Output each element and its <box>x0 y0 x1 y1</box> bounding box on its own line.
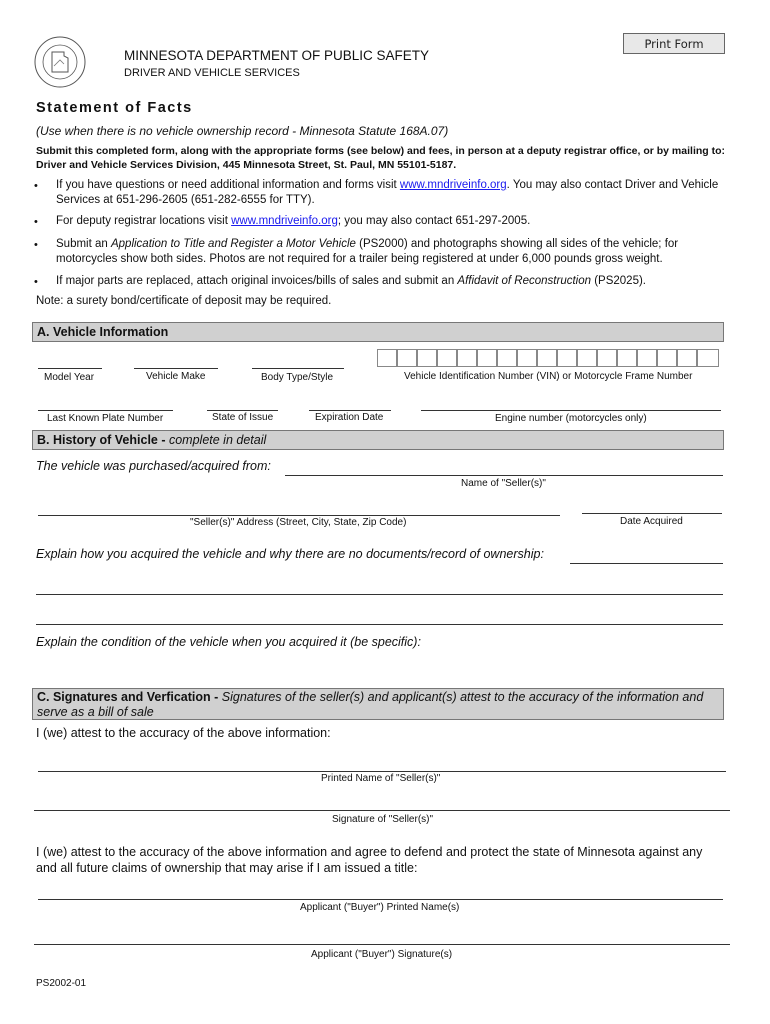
page-subtitle: (Use when there is no vehicle ownership record - Minnesota Statute 168A.07) <box>36 124 449 138</box>
state-label: State of Issue <box>212 412 274 423</box>
explain-how-input-1[interactable] <box>570 563 723 564</box>
state-seal <box>34 36 86 88</box>
model-year-label: Model Year <box>44 372 95 383</box>
vehicle-make-input[interactable] <box>134 368 218 369</box>
attest-seller-label: I (we) attest to the accuracy of the above information: <box>36 726 331 740</box>
seller-name-label: Name of "Seller(s)" <box>461 478 546 489</box>
bullet-4: If major parts are replaced, attach original invoices/bills of sales and submit an Affidavit of Reconstruction (PS2025). <box>56 275 646 287</box>
explain-how-label: Explain how you acquired the vehicle and why there are no documents/record of ownership: <box>36 547 544 561</box>
seller-signature-input[interactable] <box>34 810 730 811</box>
page-title: Statement of Facts <box>36 100 193 116</box>
buyer-signature-label: Applicant ("Buyer") Signature(s) <box>311 949 453 960</box>
bullet-dot: • <box>34 180 38 192</box>
buyer-printed-name-input[interactable] <box>38 899 723 900</box>
seller-address-label: "Seller(s)" Address (Street, City, State, Zip Code) <box>190 517 407 528</box>
engine-input[interactable] <box>421 410 721 411</box>
seller-name-input[interactable] <box>285 475 723 476</box>
seller-printed-name-label: Printed Name of "Seller(s)" <box>321 773 441 784</box>
submit-instructions: Submit this completed form, along with the appropriate forms (see below) and fees, in person at a deputy registrar office, or by mailing to: Driver and Vehicle Services Division, 445 Minnesota Street, St. Paul, MN 55101-5187. <box>36 145 726 171</box>
bullet-1: If you have questions or need additional information and forms visit www.mndriveinfo.org. You may also contact Driver and Vehicle Services at 651-296-2605 (651-282-6555 for TTY). <box>56 179 719 206</box>
model-year-input[interactable] <box>38 368 102 369</box>
vehicle-make-label: Vehicle Make <box>146 371 206 382</box>
bullet-3: Submit an Application to Title and Register a Motor Vehicle (PS2000) and photographs showing all sides of the vehicle; for motorcycles show both sides. Photos are not required for a trailer being registered at under 6,000 pounds gross weight. <box>56 238 679 265</box>
date-acquired-label: Date Acquired <box>620 516 683 527</box>
surety-note: Note: a surety bond/certificate of deposit may be required. <box>36 295 332 307</box>
department-title: MINNESOTA DEPARTMENT OF PUBLIC SAFETY <box>124 48 430 63</box>
vin-label: Vehicle Identification Number (VIN) or Motorcycle Frame Number <box>404 371 693 382</box>
bullet-dot: • <box>34 276 38 288</box>
body-type-input[interactable] <box>252 368 344 369</box>
explain-how-input-2[interactable] <box>36 594 723 595</box>
form-number: PS2002-01 <box>36 978 87 989</box>
purchased-from-label: The vehicle was purchased/acquired from: <box>36 459 271 473</box>
state-input[interactable] <box>207 410 278 411</box>
attest-buyer-label: I (we) attest to the accuracy of the above information and agree to defend and protect the state of Minnesota against any and all future claims of ownership that may arise if I am issued a title: <box>36 845 703 875</box>
section-a-header: A. Vehicle Information <box>32 322 724 342</box>
buyer-signature-input[interactable] <box>34 944 730 945</box>
expiration-input[interactable] <box>309 410 391 411</box>
buyer-printed-name-label: Applicant ("Buyer") Printed Name(s) <box>300 902 460 913</box>
body-type-label: Body Type/Style <box>261 372 334 383</box>
plate-input[interactable] <box>38 410 173 411</box>
mndriveinfo-link[interactable]: www.mndriveinfo.org <box>399 179 507 191</box>
explain-condition-label: Explain the condition of the vehicle when you acquired it (be specific): <box>36 635 421 649</box>
bullet-dot: • <box>34 216 38 228</box>
print-form-button[interactable]: Print Form <box>623 33 725 54</box>
expiration-label: Expiration Date <box>315 412 384 423</box>
seller-printed-name-input[interactable] <box>38 771 726 772</box>
section-b-header: B. History of Vehicle - complete in detail <box>32 430 724 450</box>
division-title: DRIVER AND VEHICLE SERVICES <box>124 67 300 79</box>
bullet-dot: • <box>34 239 38 251</box>
date-acquired-input[interactable] <box>582 513 722 514</box>
mndriveinfo-link[interactable]: www.mndriveinfo.org <box>231 215 338 227</box>
section-c-header: C. Signatures and Verfication - Signatures of the seller(s) and applicant(s) attest to the accuracy of the information and serve as a bill of sale <box>32 688 724 720</box>
explain-how-input-3[interactable] <box>36 624 723 625</box>
engine-label: Engine number (motorcycles only) <box>495 413 647 424</box>
plate-label: Last Known Plate Number <box>47 413 164 424</box>
seller-address-input[interactable] <box>38 515 560 516</box>
bullet-2: For deputy registrar locations visit www.mndriveinfo.org; you may also contact 651-297-2005. <box>56 215 531 227</box>
seller-signature-label: Signature of "Seller(s)" <box>332 814 434 825</box>
